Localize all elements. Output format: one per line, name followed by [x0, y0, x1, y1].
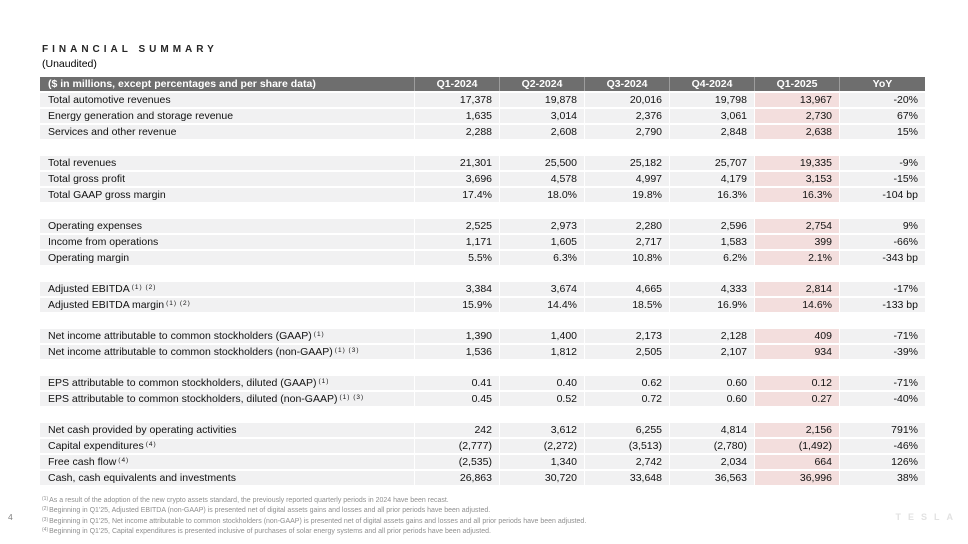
row-label: [40, 455, 414, 469]
cell-value: 2,376: [584, 109, 669, 123]
cell-value: 0.60: [669, 392, 754, 406]
row-label: [40, 376, 414, 390]
cell-value: -133 bp: [839, 298, 925, 312]
footnote-marker: (2): [42, 506, 49, 513]
column-header-yoy: YoY: [839, 77, 925, 91]
cell-value: 9%: [839, 219, 925, 233]
cell-value: 0.40: [499, 376, 584, 390]
cell-value: 0.27: [754, 392, 839, 406]
cell-value: -71%: [839, 376, 925, 390]
cell-value: 19,878: [499, 93, 584, 107]
cell-value: -46%: [839, 439, 925, 453]
cell-value: 399: [754, 235, 839, 249]
cell-value: 3,696: [414, 172, 499, 186]
cell-value: 0.12: [754, 376, 839, 390]
table-row: [40, 251, 925, 265]
row-label: [40, 125, 414, 139]
row-label: [40, 93, 414, 107]
cell-value: 3,384: [414, 282, 499, 296]
row-label: [40, 392, 414, 406]
table-row: [40, 188, 925, 202]
cell-value: 2,173: [584, 329, 669, 343]
row-label-text: Net income attributable to common stockholders (non-GAAP): [48, 346, 333, 358]
table-row: [40, 329, 925, 343]
cell-value: 791%: [839, 423, 925, 437]
cell-value: 2,730: [754, 109, 839, 123]
cell-value: 14.4%: [499, 298, 584, 312]
table-row: [40, 423, 925, 437]
cell-value: 4,179: [669, 172, 754, 186]
row-label-text: Adjusted EBITDA: [48, 283, 130, 295]
cell-value: (2,272): [499, 439, 584, 453]
cell-value: -343 bp: [839, 251, 925, 265]
cell-value: 5.5%: [414, 251, 499, 265]
footnotes: [42, 496, 922, 538]
cell-value: 19,335: [754, 156, 839, 170]
cell-value: 3,061: [669, 109, 754, 123]
row-label-text: Capital expenditures: [48, 440, 144, 452]
spacer-row: [40, 408, 925, 421]
row-label-text: EPS attributable to common stockholders, diluted (GAAP): [48, 377, 317, 389]
cell-value: 2,107: [669, 345, 754, 359]
footnote-ref: (1) (3): [334, 346, 360, 354]
footnote-marker: (4): [42, 527, 49, 534]
cell-value: 2,717: [584, 235, 669, 249]
row-label: [40, 423, 414, 437]
footnote-marker: (1): [42, 496, 49, 502]
cell-value: 17.4%: [414, 188, 499, 202]
cell-value: 4,997: [584, 172, 669, 186]
cell-value: 6.2%: [669, 251, 754, 265]
financial-summary-table: [40, 77, 925, 487]
cell-value: 1,583: [669, 235, 754, 249]
cell-value: 36,996: [754, 471, 839, 485]
row-label-text: Adjusted EBITDA margin: [48, 299, 165, 311]
footnote-item: [42, 517, 922, 527]
row-label-text: Total automotive revenues: [48, 94, 171, 106]
spacer-row: [40, 361, 925, 374]
table-row: [40, 345, 925, 359]
cell-value: 2,128: [669, 329, 754, 343]
table-row: [40, 235, 925, 249]
cell-value: 0.52: [499, 392, 584, 406]
row-label-text: Total revenues: [48, 157, 117, 169]
cell-value: 3,674: [499, 282, 584, 296]
cell-value: -17%: [839, 282, 925, 296]
cell-value: 3,612: [499, 423, 584, 437]
cell-value: 2,525: [414, 219, 499, 233]
cell-value: 10.8%: [584, 251, 669, 265]
cell-value: 2,790: [584, 125, 669, 139]
table-row: [40, 156, 925, 170]
page-title: FINANCIAL SUMMARY: [42, 44, 218, 55]
table-body: [40, 93, 925, 485]
row-label: [40, 439, 414, 453]
cell-value: 2,742: [584, 455, 669, 469]
row-label: [40, 282, 414, 296]
cell-value: 1,605: [499, 235, 584, 249]
cell-value: -39%: [839, 345, 925, 359]
cell-value: 4,333: [669, 282, 754, 296]
cell-value: 1,390: [414, 329, 499, 343]
cell-value: (2,780): [669, 439, 754, 453]
column-header-q1-2024: Q1-2024: [414, 77, 499, 91]
cell-value: (3,513): [584, 439, 669, 453]
cell-value: 19,798: [669, 93, 754, 107]
cell-value: 3,153: [754, 172, 839, 186]
cell-value: 33,648: [584, 471, 669, 485]
footnote-text: Beginning in Q1'25, Capital expenditures is presented inclusive of purchases of solar energy systems and all prior periods have been adjusted.: [49, 528, 491, 536]
table-row: [40, 219, 925, 233]
footnote-marker: (3): [42, 516, 49, 523]
cell-value: 67%: [839, 109, 925, 123]
cell-value: 16.9%: [669, 298, 754, 312]
cell-value: 0.41: [414, 376, 499, 390]
row-label-text: Operating margin: [48, 252, 130, 264]
cell-value: 13,967: [754, 93, 839, 107]
cell-value: 1,171: [414, 235, 499, 249]
table-row: [40, 392, 925, 406]
row-label: [40, 471, 414, 485]
cell-value: 2,814: [754, 282, 839, 296]
spacer-row: [40, 141, 925, 154]
cell-value: 2,608: [499, 125, 584, 139]
table-row: [40, 439, 925, 453]
table-row: [40, 282, 925, 296]
cell-value: 3,014: [499, 109, 584, 123]
table-row: [40, 109, 925, 123]
cell-value: 21,301: [414, 156, 499, 170]
cell-value: 30,720: [499, 471, 584, 485]
footnote-item: [42, 496, 922, 506]
cell-value: 4,665: [584, 282, 669, 296]
cell-value: 36,563: [669, 471, 754, 485]
cell-value: 14.6%: [754, 298, 839, 312]
table-row: [40, 298, 925, 312]
footnote-text: Beginning in Q1'25, Net income attributable to common stockholders (non-GAAP) is presented net of digital assets gains and losses and all prior periods have been adjusted.: [49, 517, 587, 525]
row-label: [40, 156, 414, 170]
cell-value: 2,505: [584, 345, 669, 359]
cell-value: -20%: [839, 93, 925, 107]
row-label-text: Operating expenses: [48, 220, 142, 232]
cell-value: 2.1%: [754, 251, 839, 265]
footnote-ref: (1) (2): [166, 299, 191, 307]
cell-value: 2,754: [754, 219, 839, 233]
footnote-item: [42, 527, 922, 537]
cell-value: (1,492): [754, 439, 839, 453]
cell-value: 2,034: [669, 455, 754, 469]
row-label: [40, 188, 414, 202]
cell-value: 4,578: [499, 172, 584, 186]
footnote-ref: (1): [318, 377, 330, 385]
cell-value: 1,340: [499, 455, 584, 469]
cell-value: 2,973: [499, 219, 584, 233]
cell-value: 19.8%: [584, 188, 669, 202]
cell-value: -104 bp: [839, 188, 925, 202]
column-header-q1-2025: Q1-2025: [754, 77, 839, 91]
cell-value: 0.45: [414, 392, 499, 406]
cell-value: 25,707: [669, 156, 754, 170]
cell-value: 2,638: [754, 125, 839, 139]
table-row: [40, 93, 925, 107]
cell-value: 4,814: [669, 423, 754, 437]
row-label: [40, 219, 414, 233]
row-label: [40, 298, 414, 312]
row-label-text: Total GAAP gross margin: [48, 189, 166, 201]
cell-value: 2,156: [754, 423, 839, 437]
table-header-row: [40, 77, 925, 91]
cell-value: -40%: [839, 392, 925, 406]
cell-value: 126%: [839, 455, 925, 469]
cell-value: 15%: [839, 125, 925, 139]
cell-value: 0.62: [584, 376, 669, 390]
cell-value: -15%: [839, 172, 925, 186]
row-label: [40, 235, 414, 249]
column-header-q3-2024: Q3-2024: [584, 77, 669, 91]
row-label-text: Total gross profit: [48, 173, 126, 185]
table-row: [40, 455, 925, 469]
column-header-q4-2024: Q4-2024: [669, 77, 754, 91]
cell-value: 0.60: [669, 376, 754, 390]
cell-value: -66%: [839, 235, 925, 249]
row-label: [40, 329, 414, 343]
cell-value: 1,400: [499, 329, 584, 343]
cell-value: 242: [414, 423, 499, 437]
row-label-text: Net cash provided by operating activities: [48, 424, 237, 436]
cell-value: 1,812: [499, 345, 584, 359]
tesla-logo: TESLA: [895, 512, 960, 522]
cell-value: 26,863: [414, 471, 499, 485]
cell-value: 18.5%: [584, 298, 669, 312]
cell-value: 17,378: [414, 93, 499, 107]
footnote-text: As a result of the adoption of the new crypto assets standard, the previously reported quarterly periods in 2024 have been recast.: [49, 497, 449, 504]
cell-value: -71%: [839, 329, 925, 343]
cell-value: 934: [754, 345, 839, 359]
cell-value: 20,016: [584, 93, 669, 107]
cell-value: 16.3%: [754, 188, 839, 202]
cell-value: 25,182: [584, 156, 669, 170]
cell-value: (2,535): [414, 455, 499, 469]
cell-value: (2,777): [414, 439, 499, 453]
row-label: [40, 172, 414, 186]
table-label-header: ($ in millions, except percentages and per share data): [48, 78, 316, 90]
row-label-text: Services and other revenue: [48, 126, 177, 138]
row-label: [40, 345, 414, 359]
footnote-ref: (4): [118, 456, 130, 464]
cell-value: 2,280: [584, 219, 669, 233]
footnote-item: [42, 506, 922, 516]
cell-value: 1,635: [414, 109, 499, 123]
row-label-text: Income from operations: [48, 236, 159, 248]
row-label: [40, 109, 414, 123]
cell-value: 0.72: [584, 392, 669, 406]
cell-value: 6.3%: [499, 251, 584, 265]
cell-value: 2,596: [669, 219, 754, 233]
table-row: [40, 471, 925, 485]
cell-value: 1,536: [414, 345, 499, 359]
cell-value: 38%: [839, 471, 925, 485]
spacer-row: [40, 204, 925, 217]
cell-value: 16.3%: [669, 188, 754, 202]
table-row: [40, 125, 925, 139]
cell-value: 409: [754, 329, 839, 343]
cell-value: 2,848: [669, 125, 754, 139]
spacer-row: [40, 267, 925, 280]
row-label-text: Energy generation and storage revenue: [48, 110, 234, 122]
row-label-text: Net income attributable to common stockholders (GAAP): [48, 330, 312, 342]
footnote-ref: (4): [145, 440, 157, 448]
column-header-q2-2024: Q2-2024: [499, 77, 584, 91]
cell-value: 2,288: [414, 125, 499, 139]
row-label-text: Cash, cash equivalents and investments: [48, 472, 236, 484]
cell-value: 15.9%: [414, 298, 499, 312]
cell-value: -9%: [839, 156, 925, 170]
spacer-row: [40, 314, 925, 327]
cell-value: 25,500: [499, 156, 584, 170]
page-number: 4: [8, 512, 13, 522]
cell-value: 18.0%: [499, 188, 584, 202]
footnote-ref: (1) (3): [339, 393, 365, 401]
footnote-text: Beginning in Q1'25, Adjusted EBITDA (non-GAAP) is presented net of digital assets gains and losses and all prior periods have been adjusted.: [49, 507, 491, 515]
footnote-ref: (1) (2): [131, 283, 157, 291]
footnote-ref: (1): [313, 330, 325, 338]
row-label-text: Free cash flow: [48, 456, 117, 468]
cell-value: 664: [754, 455, 839, 469]
cell-value: 6,255: [584, 423, 669, 437]
page-subtitle: (Unaudited): [42, 58, 97, 70]
table-row: [40, 172, 925, 186]
row-label: [40, 251, 414, 265]
row-label-text: EPS attributable to common stockholders, diluted (non-GAAP): [48, 393, 338, 405]
table-row: [40, 376, 925, 390]
